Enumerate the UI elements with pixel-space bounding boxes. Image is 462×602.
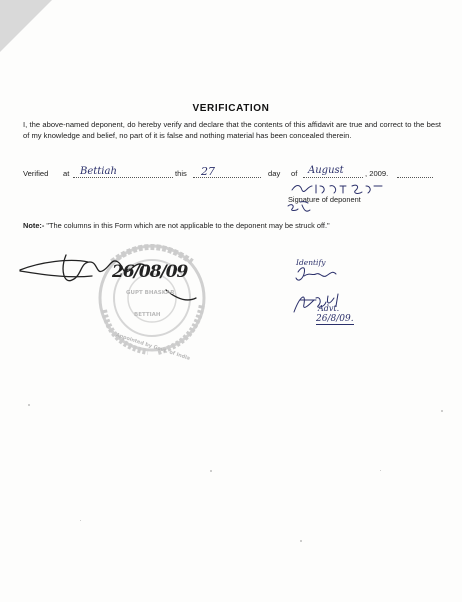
stamp-line-2: BETTIAH xyxy=(134,312,161,318)
scan-speck xyxy=(441,410,443,412)
scan-speck xyxy=(28,404,30,406)
month-handwritten: August xyxy=(308,165,344,176)
note-text: "The columns in this Form which are not applicable to the deponent may be struck off." xyxy=(46,221,330,230)
scan-speck xyxy=(380,470,381,471)
advocate-identify: Identify xyxy=(296,258,326,267)
stamp-line-1: GUPT BHASKAR xyxy=(126,290,175,296)
at-label: at xyxy=(63,169,70,178)
advocate-date: 26/8/09. xyxy=(316,314,354,324)
officer-date-handwritten: 26/08/09 xyxy=(112,262,188,282)
deponent-signature xyxy=(288,185,382,211)
stamp-ring-text: Appointed by Govt. of India xyxy=(114,332,191,362)
note-label: Note:- xyxy=(23,221,45,230)
verified-label: Verified xyxy=(23,169,49,178)
day-handwritten: 27 xyxy=(201,165,215,178)
advocate-title: Advt. xyxy=(318,304,340,313)
this-label: this xyxy=(175,169,187,178)
verification-paragraph: I, the above-named deponent, do hereby verify and declare that the contents of this affidavit are true and correct to the best of my knowledge and belief, no part of it is false and nothing material has been concealed therein. xyxy=(23,120,441,140)
scan-speck xyxy=(300,540,302,542)
scan-speck xyxy=(80,520,81,521)
place-handwritten: Bettiah xyxy=(80,166,117,177)
deponent-signature-label: Signature of deponent xyxy=(288,195,361,204)
of-label: of xyxy=(291,169,298,178)
document-title: VERIFICATION xyxy=(192,103,270,114)
year-text: , 2009. xyxy=(365,169,389,178)
scan-speck xyxy=(210,470,212,472)
day-label: day xyxy=(268,169,281,178)
